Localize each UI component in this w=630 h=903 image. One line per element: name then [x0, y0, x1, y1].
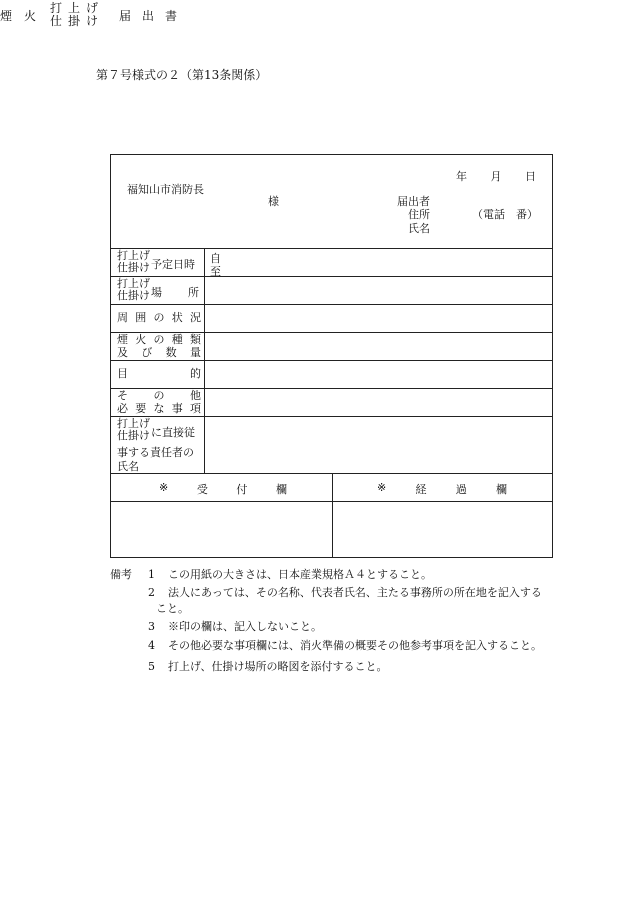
surroundings-label: 周 囲 の 状 況 — [117, 311, 201, 324]
note-text: 法人にあっては、その名称、代表者氏名、主たる事務所の所在地を記入する — [168, 586, 542, 599]
note-number: 3 — [148, 620, 155, 633]
note-text: ※印の欄は、記入しないこと。 — [168, 620, 322, 633]
schedule-label-text: 予定日時 — [151, 258, 195, 271]
place-label-1: 場 — [151, 286, 162, 299]
date-line — [456, 168, 536, 184]
addressee: 福知山市消防長 — [127, 183, 204, 196]
other-label: そ の 他 — [117, 389, 201, 402]
title-upper: 打上げ — [50, 1, 105, 15]
note-number: 1 — [148, 568, 155, 581]
date-day: 日 — [525, 170, 536, 183]
quantity-label: 及 び 数 量 — [117, 346, 201, 359]
fireworks-type-label: 煙 火 の 種 類 — [117, 333, 201, 346]
title-char: 煙 — [0, 9, 13, 23]
applicant-label: 届出者 — [397, 195, 430, 208]
note-text: その他必要な事項欄には、消火準備の概要その他参考事項を記入すること。 — [168, 639, 542, 652]
schedule-label: 打上げ 仕掛け — [117, 249, 150, 274]
note-text-continued: こと。 — [156, 602, 189, 615]
title-lower: 仕掛け — [50, 14, 105, 28]
title-char: 書 — [165, 9, 178, 23]
phone-label: （電話 番） — [472, 208, 538, 221]
note-number: 4 — [148, 639, 155, 652]
reception-column-header: ※ 受 付 欄 — [159, 481, 287, 496]
date-month: 月 — [490, 170, 502, 183]
place-label: 打上げ 仕掛け — [117, 277, 150, 302]
purpose-label: 目 的 — [117, 367, 201, 380]
honorific: 様 — [268, 195, 279, 208]
notes-heading: 備考 — [110, 568, 132, 581]
application-form-table — [110, 154, 553, 558]
form-number: 第７号様式の２（第13条関係） — [96, 68, 268, 82]
note-number: 2 — [148, 586, 155, 599]
title-char: 出 — [142, 9, 155, 23]
required-items-label: 必 要 な 事 項 — [117, 402, 201, 415]
progress-column-header: ※ 経 過 欄 — [377, 481, 507, 496]
responsible-label-line4: 氏名 — [117, 460, 139, 473]
title-char: 届 — [119, 9, 132, 23]
responsible-label-after: に直接従 — [151, 426, 195, 439]
note-number: 5 — [148, 660, 155, 673]
schedule-to: 至 — [210, 265, 221, 278]
responsible-label-line3: 事する責任者の — [117, 446, 194, 459]
date-year: 年 — [456, 170, 467, 183]
schedule-from: 自 — [210, 252, 221, 265]
title-char: 火 — [24, 9, 37, 23]
note-text: この用紙の大きさは、日本産業規格Ａ４とすること。 — [168, 568, 432, 581]
note-text: 打上げ、仕掛け場所の略図を添付すること。 — [168, 660, 388, 673]
name-label: 氏名 — [408, 222, 430, 235]
address-label: 住所 — [408, 208, 430, 221]
place-label-2: 所 — [188, 286, 199, 299]
responsible-label: 打上げ 仕掛け — [117, 417, 150, 442]
